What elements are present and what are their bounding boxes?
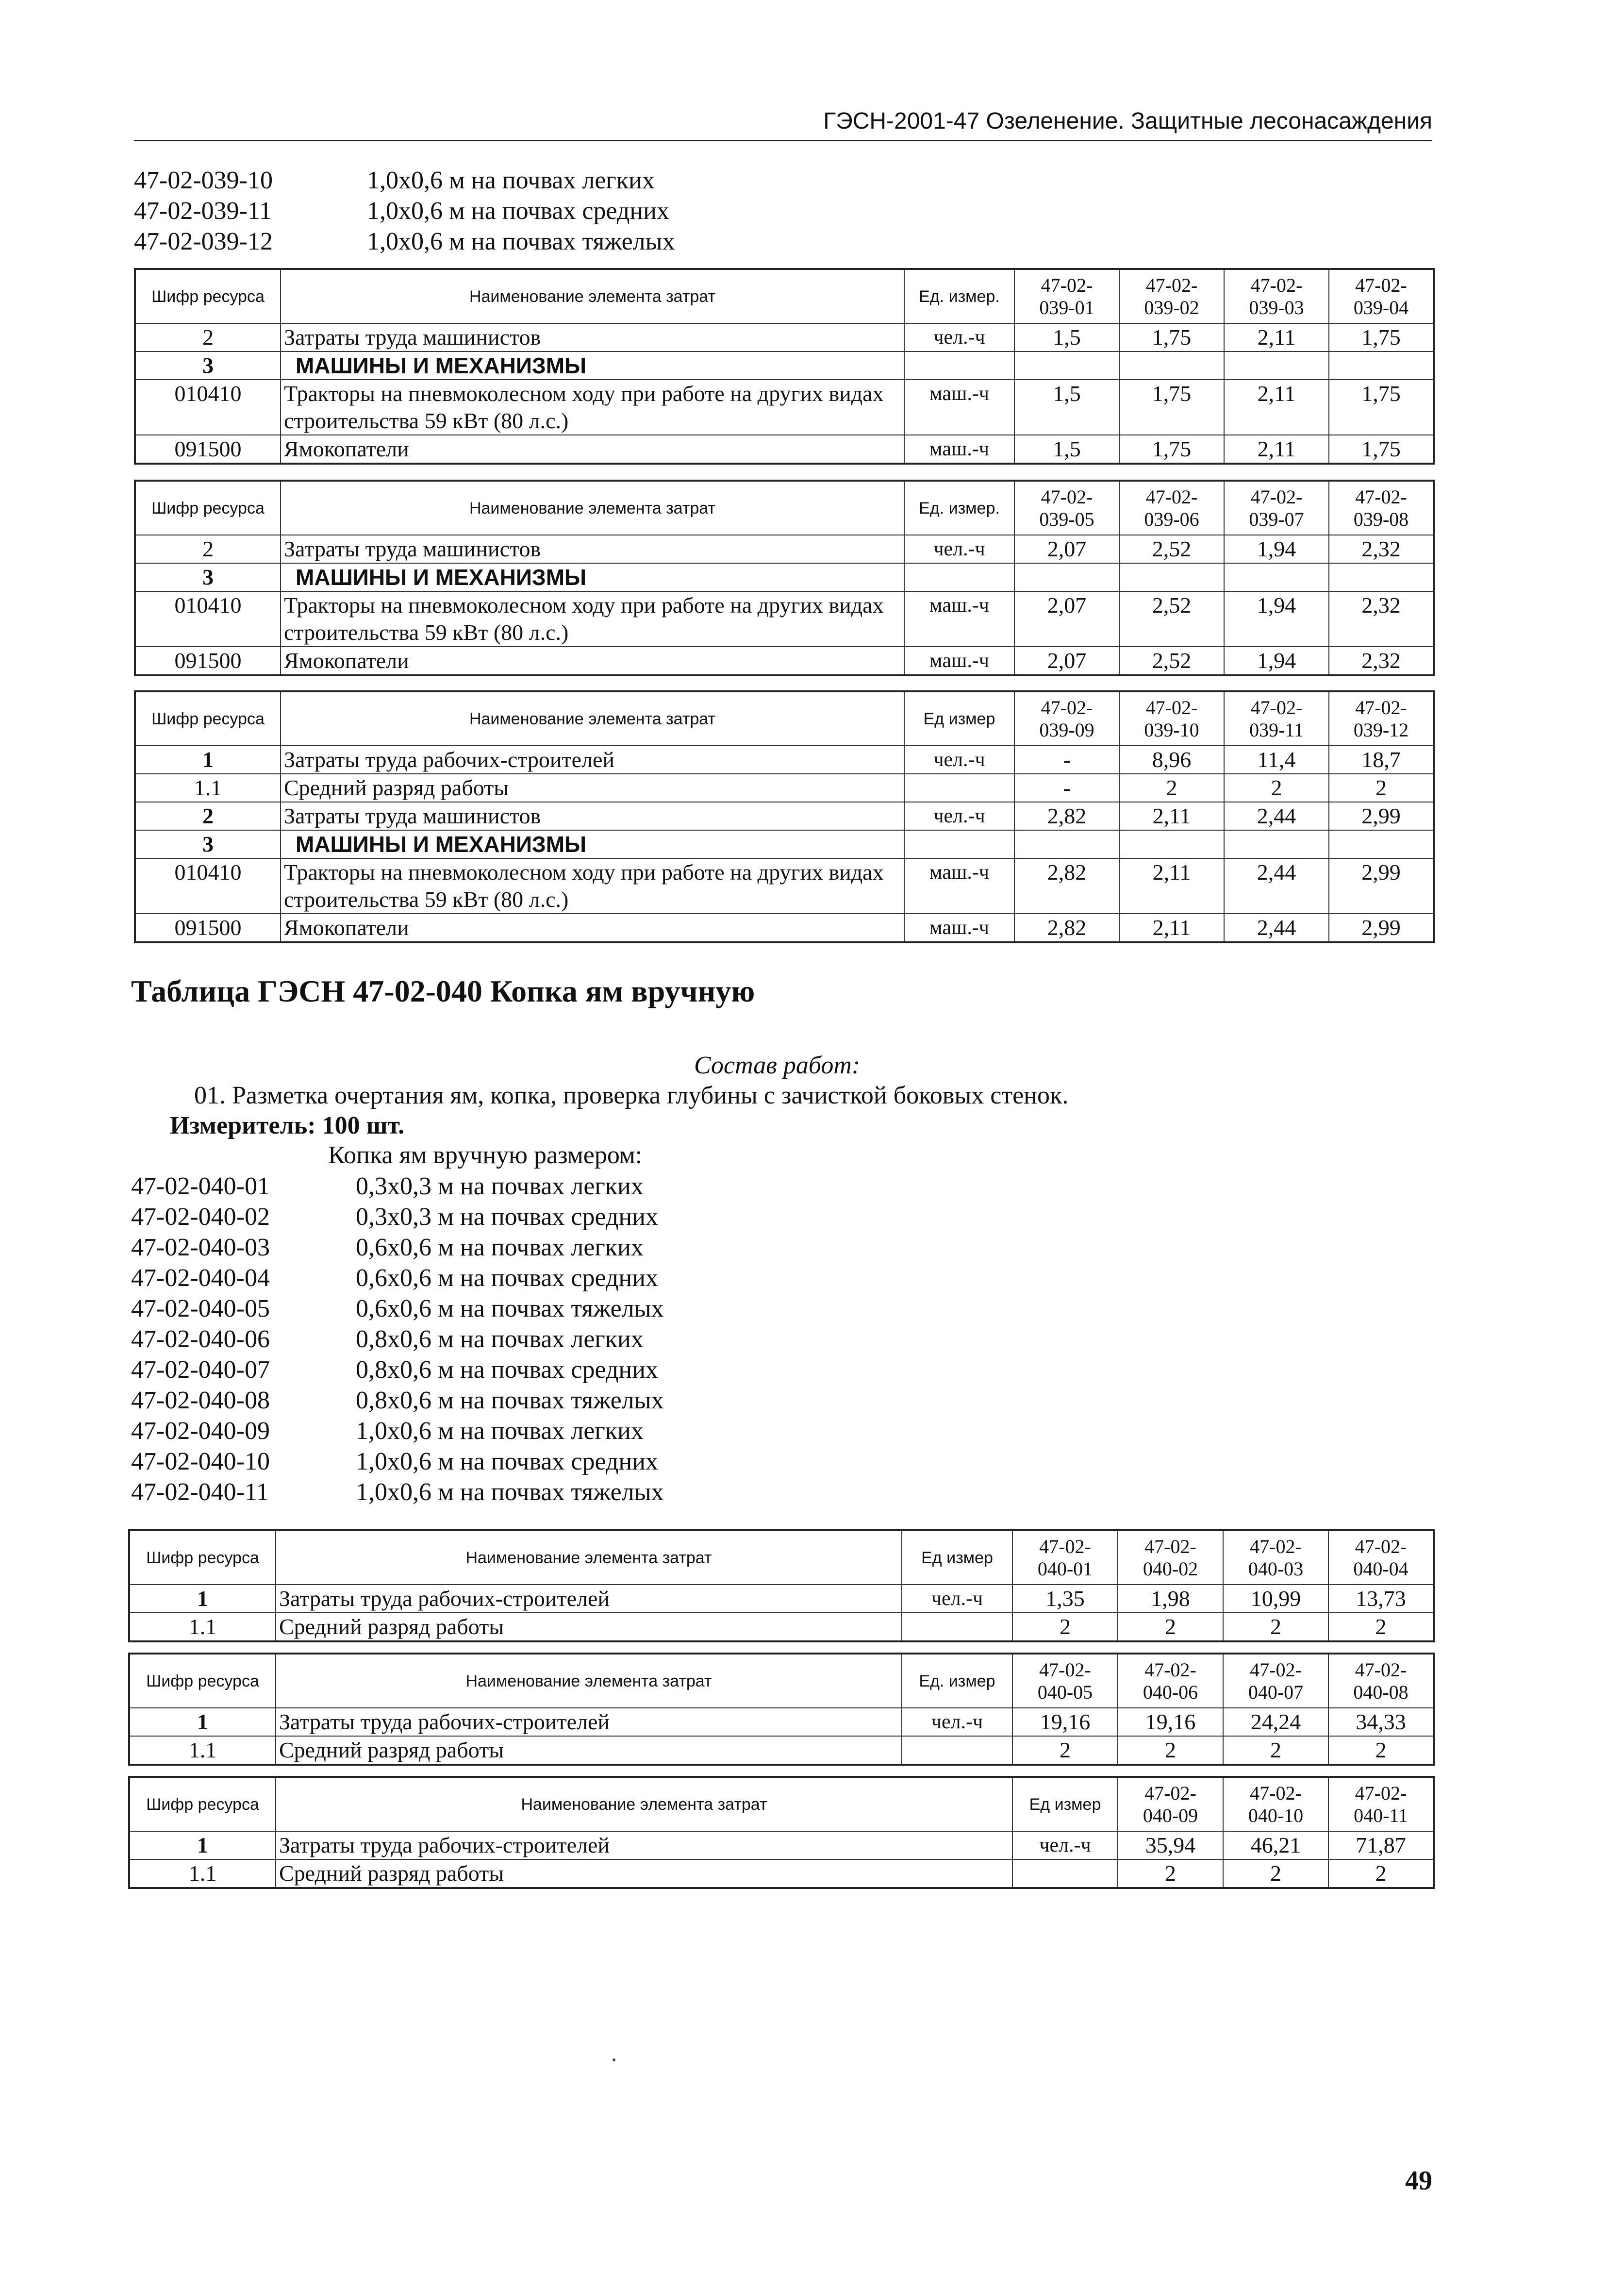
table-row (135, 591, 1434, 647)
description: 0,3х0,3 м на почвах легких (356, 1172, 644, 1200)
cost-name: Тракторы на пневмоколесном ходу при работе на других видах строительства 59 кВт (80 л.с.) (281, 591, 904, 647)
col-header-norm: 47-02- 039-05 (1014, 481, 1119, 535)
cost-name: Ямокопатели (281, 647, 904, 675)
value: 1,75 (1329, 323, 1434, 351)
code: 47-02-040-05 (131, 1295, 270, 1322)
col-header-name: Наименование элемента затрат (276, 1654, 902, 1708)
value: 2,11 (1224, 323, 1329, 351)
value: 1,94 (1224, 535, 1329, 563)
col-header-norm: 47-02- 040-03 (1223, 1530, 1328, 1585)
cost-table-039-09-12 (134, 690, 1435, 943)
col-header-unit: Ед измер (904, 691, 1014, 746)
scan-dot (613, 2058, 615, 2061)
unit: чел.-ч (904, 535, 1014, 563)
value: 2,32 (1329, 647, 1434, 675)
resource-code: 3 (135, 351, 281, 380)
header-row (135, 481, 1434, 535)
cost-name: Затраты труда машинистов (281, 802, 904, 830)
value: 19,16 (1012, 1708, 1118, 1736)
description: 1,0х0,6 м на почвах средних (367, 197, 669, 225)
value: 2 (1329, 774, 1434, 802)
value: 2,11 (1119, 858, 1224, 914)
code: 47-02-040-11 (131, 1478, 269, 1506)
resource-code: 1.1 (135, 774, 281, 802)
description: 0,6х0,6 м на почвах легких (356, 1234, 644, 1261)
table-row (135, 435, 1434, 464)
cost-name: Затраты труда рабочих-строителей (276, 1708, 902, 1736)
value: 2,07 (1014, 647, 1119, 675)
resource-code: 1.1 (129, 1736, 276, 1765)
value: 2 (1118, 1613, 1223, 1641)
value: 2,82 (1014, 802, 1119, 830)
resource-code: 1 (129, 1585, 276, 1613)
col-header-code: Шифр ресурса (135, 691, 281, 746)
table-row (135, 351, 1434, 380)
col-header-code: Шифр ресурса (135, 269, 281, 323)
value: 13,73 (1328, 1585, 1434, 1613)
value: 2 (1328, 1736, 1434, 1765)
value: 2,44 (1224, 914, 1329, 942)
table-row (129, 1736, 1434, 1765)
cost-name: Затраты труда машинистов (281, 535, 904, 563)
value: 1,98 (1118, 1585, 1223, 1613)
cost-table-040-09-11 (128, 1776, 1435, 1889)
cost-name: Средний разряд работы (276, 1613, 902, 1641)
col-header-name: Наименование элемента затрат (276, 1530, 902, 1585)
value: 35,94 (1118, 1831, 1223, 1859)
section-heading: МАШИНЫ И МЕХАНИЗМЫ (281, 563, 904, 591)
description: 0,3х0,3 м на почвах средних (356, 1203, 658, 1231)
value: - (1014, 746, 1119, 774)
value: 19,16 (1118, 1708, 1223, 1736)
description: 1,0х0,6 м на почвах легких (356, 1417, 644, 1445)
table-row (135, 746, 1434, 774)
code: 47-02-040-10 (131, 1448, 270, 1475)
table-row (129, 1613, 1434, 1641)
value: 11,4 (1224, 746, 1329, 774)
header-row (135, 691, 1434, 746)
code: 47-02-040-03 (131, 1234, 270, 1261)
value: 18,7 (1329, 746, 1434, 774)
value: 2,82 (1014, 914, 1119, 942)
value: 2,52 (1119, 647, 1224, 675)
col-header-norm: 47-02- 040-10 (1223, 1777, 1328, 1831)
page-number: 49 (1405, 2166, 1432, 2196)
col-header-norm: 47-02- 040-01 (1012, 1530, 1118, 1585)
code: 47-02-040-04 (131, 1264, 270, 1292)
value: 1,75 (1329, 435, 1434, 464)
col-header-norm: 47-02- 039-12 (1329, 691, 1434, 746)
value: 1,5 (1014, 435, 1119, 464)
code: 47-02-040-08 (131, 1387, 270, 1414)
code: 47-02-039-10 (134, 167, 273, 194)
cost-name: Тракторы на пневмоколесном ходу при работе на других видах строительства 59 кВт (80 л.с.) (281, 380, 904, 435)
col-header-name: Наименование элемента затрат (276, 1777, 1012, 1831)
description: 1,0х0,6 м на почвах тяжелых (356, 1478, 664, 1506)
value: 2,44 (1224, 802, 1329, 830)
col-header-norm: 47-02- 039-11 (1224, 691, 1329, 746)
resource-code: 2 (135, 323, 281, 351)
value: 2,32 (1329, 591, 1434, 647)
cost-name: Ямокопатели (281, 914, 904, 942)
col-header-norm: 47-02- 039-03 (1224, 269, 1329, 323)
value: 2,32 (1329, 535, 1434, 563)
code: 47-02-040-02 (131, 1203, 270, 1231)
col-header-unit: Ед измер (902, 1530, 1012, 1585)
work-description: 01. Разметка очертания ям, копка, проверка глубины с зачисткой боковых стенок. (194, 1082, 1069, 1109)
cost-name: Затраты труда рабочих-строителей (281, 746, 904, 774)
value: 2,11 (1119, 802, 1224, 830)
col-header-code: Шифр ресурса (135, 481, 281, 535)
value: 2,11 (1119, 914, 1224, 942)
unit: маш.-ч (904, 647, 1014, 675)
value: 46,21 (1223, 1831, 1328, 1859)
section-heading: МАШИНЫ И МЕХАНИЗМЫ (281, 830, 904, 858)
table-row (135, 647, 1434, 675)
value: 2 (1328, 1613, 1434, 1641)
col-header-unit: Ед. измер (902, 1654, 1012, 1708)
cost-table-040-05-08 (128, 1653, 1435, 1766)
col-header-norm: 47-02- 039-07 (1224, 481, 1329, 535)
cost-name: Средний разряд работы (281, 774, 904, 802)
value: 2,99 (1329, 858, 1434, 914)
table-row (135, 774, 1434, 802)
cost-name: Затраты труда рабочих-строителей (276, 1585, 902, 1613)
col-header-norm: 47-02- 040-02 (1118, 1530, 1223, 1585)
code: 47-02-040-01 (131, 1172, 270, 1200)
resource-code: 091500 (135, 914, 281, 942)
value: - (1014, 774, 1119, 802)
code: 47-02-040-07 (131, 1356, 270, 1384)
description: 0,8х0,6 м на почвах средних (356, 1356, 658, 1384)
resource-code: 1.1 (129, 1859, 276, 1888)
resource-code: 091500 (135, 435, 281, 464)
value: 2,07 (1014, 591, 1119, 647)
value: 71,87 (1328, 1831, 1434, 1859)
value: 2 (1119, 774, 1224, 802)
unit: чел.-ч (904, 802, 1014, 830)
value: 2,99 (1329, 802, 1434, 830)
resource-code: 3 (135, 563, 281, 591)
col-header-norm: 47-02- 040-07 (1223, 1654, 1328, 1708)
cost-table-039-01-04 (134, 268, 1435, 465)
unit: маш.-ч (904, 435, 1014, 464)
unit: чел.-ч (904, 746, 1014, 774)
description: 0,8х0,6 м на почвах тяжелых (356, 1387, 664, 1414)
value: 2 (1223, 1859, 1328, 1888)
value: 10,99 (1223, 1585, 1328, 1613)
col-header-norm: 47-02- 039-01 (1014, 269, 1119, 323)
cost-name: Средний разряд работы (276, 1736, 902, 1765)
table-row (135, 802, 1434, 830)
header-row (129, 1654, 1434, 1708)
value: 1,75 (1329, 380, 1434, 435)
resource-code: 1 (129, 1708, 276, 1736)
resource-code: 010410 (135, 858, 281, 914)
value: 1,94 (1224, 647, 1329, 675)
col-header-norm: 47-02- 040-06 (1118, 1654, 1223, 1708)
measure-unit: Измеритель: 100 шт. (170, 1112, 405, 1139)
table-row (135, 380, 1434, 435)
table-row (129, 1859, 1434, 1888)
unit: чел.-ч (902, 1708, 1012, 1736)
col-header-norm: 47-02- 039-02 (1119, 269, 1224, 323)
value: 1,35 (1012, 1585, 1118, 1613)
table-row (135, 914, 1434, 942)
resource-code: 091500 (135, 647, 281, 675)
value: 2,52 (1119, 535, 1224, 563)
value: 2,11 (1224, 435, 1329, 464)
col-header-norm: 47-02- 039-09 (1014, 691, 1119, 746)
value: 2,99 (1329, 914, 1434, 942)
unit: маш.-ч (904, 380, 1014, 435)
description: 1,0х0,6 м на почвах средних (356, 1448, 658, 1475)
resource-code: 3 (135, 830, 281, 858)
col-header-norm: 47-02- 040-04 (1328, 1530, 1434, 1585)
value: 1,75 (1119, 380, 1224, 435)
cost-table-040-01-04 (128, 1529, 1435, 1642)
col-header-norm: 47-02- 039-08 (1329, 481, 1434, 535)
header-row (129, 1777, 1434, 1831)
description: 0,8х0,6 м на почвах легких (356, 1325, 644, 1353)
resource-code: 010410 (135, 591, 281, 647)
value: 24,24 (1223, 1708, 1328, 1736)
value: 8,96 (1119, 746, 1224, 774)
col-header-norm: 47-02- 039-04 (1329, 269, 1434, 323)
value: 2 (1224, 774, 1329, 802)
cost-name: Средний разряд работы (276, 1859, 1012, 1888)
col-header-norm: 47-02- 040-09 (1118, 1777, 1223, 1831)
value: 2,44 (1224, 858, 1329, 914)
value: 1,5 (1014, 380, 1119, 435)
col-header-code: Шифр ресурса (129, 1530, 276, 1585)
cost-name: Затраты труда машинистов (281, 323, 904, 351)
cost-name: Затраты труда рабочих-строителей (276, 1831, 1012, 1859)
unit: чел.-ч (904, 323, 1014, 351)
col-header-norm: 47-02- 039-10 (1119, 691, 1224, 746)
unit: чел.-ч (902, 1585, 1012, 1613)
description: 0,6х0,6 м на почвах средних (356, 1264, 658, 1292)
code: 47-02-039-12 (134, 228, 273, 255)
resource-code: 1.1 (129, 1613, 276, 1641)
col-header-norm: 47-02- 040-11 (1328, 1777, 1434, 1831)
col-header-norm: 47-02- 040-05 (1012, 1654, 1118, 1708)
value: 2,82 (1014, 858, 1119, 914)
col-header-unit: Ед измер (1012, 1777, 1118, 1831)
col-header-unit: Ед. измер. (904, 481, 1014, 535)
resource-code: 1 (135, 746, 281, 774)
unit: маш.-ч (904, 591, 1014, 647)
col-header-name: Наименование элемента затрат (281, 269, 904, 323)
value: 1,94 (1224, 591, 1329, 647)
resource-code: 010410 (135, 380, 281, 435)
value: 2,11 (1224, 380, 1329, 435)
resource-code: 2 (135, 535, 281, 563)
value: 34,33 (1328, 1708, 1434, 1736)
description: 1,0х0,6 м на почвах тяжелых (367, 228, 675, 255)
value: 2,52 (1119, 591, 1224, 647)
unit: маш.-ч (904, 914, 1014, 942)
sizes-intro: Копка ям вручную размером: (328, 1141, 643, 1169)
table-row (135, 830, 1434, 858)
resource-code: 2 (135, 802, 281, 830)
section-title: Таблица ГЭСН 47-02-040 Копка ям вручную (131, 974, 755, 1008)
table-row (135, 535, 1434, 563)
cost-table-039-05-08 (134, 480, 1435, 676)
value: 2 (1328, 1859, 1434, 1888)
value: 2 (1012, 1613, 1118, 1641)
value: 2 (1223, 1736, 1328, 1765)
table-row (129, 1708, 1434, 1736)
col-header-norm: 47-02- 039-06 (1119, 481, 1224, 535)
table-row (129, 1585, 1434, 1613)
value: 2 (1223, 1613, 1328, 1641)
value: 2 (1118, 1736, 1223, 1765)
cost-name: Тракторы на пневмоколесном ходу при работе на других видах строительства 59 кВт (80 л.с.) (281, 858, 904, 914)
unit: маш.-ч (904, 858, 1014, 914)
table-row (135, 323, 1434, 351)
header-row (135, 269, 1434, 323)
col-header-code: Шифр ресурса (129, 1654, 276, 1708)
table-row (135, 563, 1434, 591)
col-header-name: Наименование элемента затрат (281, 481, 904, 535)
col-header-name: Наименование элемента затрат (281, 691, 904, 746)
table-row (135, 858, 1434, 914)
cost-name: Ямокопатели (281, 435, 904, 464)
value: 1,75 (1119, 323, 1224, 351)
col-header-code: Шифр ресурса (129, 1777, 276, 1831)
header-title: ГЭСН-2001-47 Озеленение. Защитные лесонасаждения (823, 108, 1432, 134)
value: 2 (1118, 1859, 1223, 1888)
table-row (129, 1831, 1434, 1859)
code: 47-02-040-09 (131, 1417, 270, 1445)
section-heading: МАШИНЫ И МЕХАНИЗМЫ (281, 351, 904, 380)
description: 0,6х0,6 м на почвах тяжелых (356, 1295, 664, 1322)
page-header (134, 106, 1432, 141)
col-header-unit: Ед. измер. (904, 269, 1014, 323)
resource-code: 1 (129, 1831, 276, 1859)
value: 1,75 (1119, 435, 1224, 464)
code: 47-02-039-11 (134, 197, 272, 225)
value: 1,5 (1014, 323, 1119, 351)
work-composition-label: Состав работ: (694, 1052, 861, 1079)
col-header-norm: 47-02- 040-08 (1328, 1654, 1434, 1708)
value: 2 (1012, 1736, 1118, 1765)
value: 2,07 (1014, 535, 1119, 563)
header-row (129, 1530, 1434, 1585)
description: 1,0х0,6 м на почвах легких (367, 167, 655, 194)
code: 47-02-040-06 (131, 1325, 270, 1353)
unit: чел.-ч (1012, 1831, 1118, 1859)
